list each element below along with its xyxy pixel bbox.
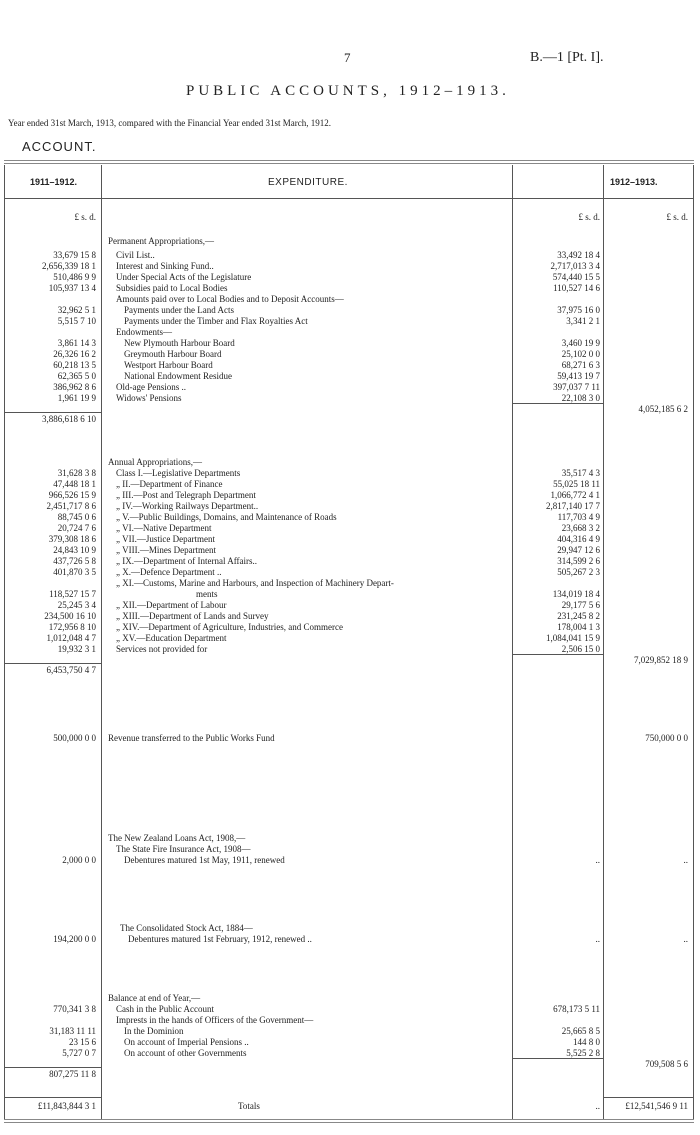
cur-subtotal-rule	[512, 403, 603, 404]
cur-year-total: 750,000 0 0	[645, 733, 688, 743]
table-top-rule	[4, 160, 694, 161]
prev-year-amount: 118,527 15 7	[49, 589, 96, 599]
table-row	[0, 589, 700, 600]
table-row	[0, 1026, 700, 1037]
row-label: „ XII.—Department of Labour	[116, 600, 227, 610]
row-label: The Consolidated Stock Act, 1884—	[120, 923, 253, 933]
row-label: On account of other Governments	[124, 1048, 247, 1058]
cur-year-amount: ..	[595, 934, 600, 944]
row-label: Cash in the Public Account	[116, 1004, 214, 1014]
table-row	[0, 600, 700, 611]
table-row	[0, 294, 700, 305]
prev-year-amount: 33,679 15 8	[53, 250, 96, 260]
header-bottom-rule	[4, 198, 694, 199]
prev-year-amount: 88,745 0 6	[57, 512, 96, 522]
prev-year-amount: 20,724 7 6	[57, 523, 96, 533]
prev-year-amount: 25,245 3 4	[57, 600, 96, 610]
row-label: Under Special Acts of the Legislature	[116, 272, 252, 282]
cur-year-amount: 397,037 7 11	[553, 382, 600, 392]
table-row	[0, 545, 700, 556]
cur-year-amount: 134,019 18 4	[552, 589, 600, 599]
cur-year-amount: 117,703 4 9	[557, 512, 600, 522]
row-label: „ V.—Public Buildings, Domains, and Maintenance of Roads	[116, 512, 337, 522]
prev-year-amount: 31,628 3 8	[57, 468, 96, 478]
prev-year-amount: 3,861 14 3	[57, 338, 96, 348]
row-label: Interest and Sinking Fund..	[116, 261, 214, 271]
prev-year-amount: 2,451,717 8 6	[46, 501, 96, 511]
cur-year-amount: 678,173 5 11	[553, 1004, 600, 1014]
cur-year-amount: 35,517 4 3	[561, 468, 600, 478]
total-lsd-heading: £ s. d.	[666, 212, 688, 222]
cur-year-amount: 55,025 18 11	[553, 479, 600, 489]
table-row	[0, 622, 700, 633]
cur-year-amount: 1,066,772 4 1	[550, 490, 600, 500]
row-label: Greymouth Harbour Board	[124, 349, 222, 359]
table-row	[0, 316, 700, 327]
page-number: 7	[344, 50, 351, 65]
row-label: Annual Appropriations,—	[108, 457, 202, 467]
table-row	[0, 844, 700, 855]
cur-year-amount: 5,525 2 8	[566, 1048, 600, 1058]
row-label: Amounts paid over to Local Bodies and to Deposit Accounts—	[116, 294, 344, 304]
cur-year-amount: 2,506 15 0	[561, 644, 600, 654]
row-label: National Endowment Residue	[124, 371, 232, 381]
prev-year-amount: 401,870 3 5	[53, 567, 96, 577]
row-label: Permanent Appropriations,—	[108, 236, 214, 246]
table-top-rule-2	[4, 163, 694, 164]
row-label: „ XIV.—Department of Agriculture, Industries, and Commerce	[116, 622, 344, 632]
cur-year-amount: ..	[595, 1101, 600, 1111]
cur-year-amount: 178,004 1 3	[557, 622, 600, 632]
table-row	[0, 534, 700, 545]
subtotal-rule	[4, 1067, 101, 1068]
prev-year-amount: 510,486 9 9	[53, 272, 96, 282]
table-row	[0, 261, 700, 272]
prev-year-amount: 807,275 11 8	[49, 1069, 96, 1079]
prev-year-amount: 172,956 8 10	[48, 622, 96, 632]
row-label: Services not provided for	[116, 644, 208, 654]
cur-year-amount: 144 8 0	[573, 1037, 600, 1047]
table-row	[0, 236, 700, 247]
totals-rule-cur	[603, 1097, 693, 1098]
cur-lsd-heading: £ s. d.	[578, 212, 600, 222]
cur-subtotal-rule	[512, 1058, 603, 1059]
prev-year-amount: 105,937 13 4	[48, 283, 96, 293]
prev-year-amount: 6,453,750 4 7	[46, 665, 96, 675]
table-row	[0, 468, 700, 479]
row-label: „ VII.—Justice Department	[116, 534, 216, 544]
cur-year-amount: 29,177 5 6	[561, 600, 600, 610]
page-title: PUBLIC ACCOUNTS, 1912–1913.	[186, 83, 510, 99]
cur-year-amount: 23,668 3 2	[561, 523, 600, 533]
row-label: Balance at end of Year,—	[108, 993, 201, 1003]
cur-year-total: £12,541,546 9 11	[625, 1101, 688, 1111]
table-row	[0, 934, 700, 945]
table-row	[0, 349, 700, 360]
cur-year-amount: 33,492 18 4	[557, 250, 600, 260]
row-label: The New Zealand Loans Act, 1908,—	[108, 833, 246, 843]
row-label: „ X.—Defence Department ..	[116, 567, 222, 577]
cur-year-total: 4,052,185 6 2	[638, 404, 688, 414]
row-label: Westport Harbour Board	[124, 360, 213, 370]
table-row	[0, 567, 700, 578]
prev-year-amount: 62,365 5 0	[57, 371, 96, 381]
cur-year-amount: 574,440 15 5	[552, 272, 600, 282]
cur-year-amount: 37,975 16 0	[557, 305, 600, 315]
cur-year-amount: 3,460 19 9	[561, 338, 600, 348]
table-row	[0, 1004, 700, 1015]
cur-year-total: ..	[683, 934, 688, 944]
prev-year-amount: 437,726 5 8	[53, 556, 96, 566]
cur-year-amount: 3,341 2 1	[566, 316, 600, 326]
table-row	[0, 665, 700, 676]
prev-year-amount: 770,341 3 8	[53, 1004, 96, 1014]
cur-year-total: 7,029,852 18 9	[634, 655, 688, 665]
prev-year-amount: 1,961 19 9	[57, 393, 96, 403]
row-label: Debentures matured 1st February, 1912, renewed ..	[128, 934, 312, 944]
cur-year-total: ..	[683, 855, 688, 865]
table-row	[0, 490, 700, 501]
cur-year-amount: 22,108 3 0	[561, 393, 600, 403]
prev-year-amount: 2,656,339 18 1	[42, 261, 96, 271]
table-row	[0, 993, 700, 1004]
table-row	[0, 855, 700, 866]
row-label: Imprests in the hands of Officers of the Government—	[116, 1015, 314, 1025]
table-row	[0, 1037, 700, 1048]
row-label: On account of Imperial Pensions ..	[124, 1037, 249, 1047]
table-row	[0, 305, 700, 316]
table-row	[0, 283, 700, 294]
table-row	[0, 327, 700, 338]
row-label: Civil List..	[116, 250, 155, 260]
row-label: Totals	[238, 1101, 260, 1111]
row-label: The State Fire Insurance Act, 1908—	[116, 844, 251, 854]
cur-year-total: 709,508 5 6	[645, 1059, 688, 1069]
prev-year-amount: 5,515 7 10	[57, 316, 96, 326]
prev-year-amount: 47,448 18 1	[53, 479, 96, 489]
subtotal-rule	[4, 663, 101, 664]
prev-year-amount: 1,012,048 4 7	[46, 633, 96, 643]
subtotal-rule	[4, 412, 101, 413]
prev-year-amount: 31,183 11 11	[49, 1026, 96, 1036]
table-row	[0, 414, 700, 425]
expenditure-heading: EXPENDITURE.	[268, 177, 348, 188]
table-row	[0, 250, 700, 261]
table-row	[0, 382, 700, 393]
table-row	[0, 360, 700, 371]
cur-year-amount: 25,665 8 5	[561, 1026, 600, 1036]
prev-year-amount: £11,843,844 3 1	[37, 1101, 96, 1111]
prev-year-amount: 19,932 3 1	[57, 644, 96, 654]
row-label: „ XIII.—Department of Lands and Survey	[116, 611, 269, 621]
cur-year-amount: 29,947 12 6	[557, 545, 600, 555]
table-row	[0, 1015, 700, 1026]
row-label: „ II.—Department of Finance	[116, 479, 223, 489]
cur-subtotal-rule	[512, 654, 603, 655]
row-label: Payments under the Timber and Flax Royalties Act	[124, 316, 308, 326]
page-subtitle: Year ended 31st March, 1913, compared with the Financial Year ended 31st March, 1912.	[8, 118, 332, 128]
prev-year-heading: 1911–1912.	[30, 177, 78, 187]
cur-year-amount: 1,084,041 15 9	[546, 633, 600, 643]
table-row	[0, 633, 700, 644]
prev-year-amount: 32,962 5 1	[57, 305, 96, 315]
row-label: Subsidies paid to Local Bodies	[116, 283, 228, 293]
table-row	[0, 556, 700, 567]
table-row	[0, 479, 700, 490]
row-label: Debentures matured 1st May, 1911, renewed	[124, 855, 285, 865]
row-label: Old-age Pensions ..	[116, 382, 186, 392]
row-label: Payments under the Land Acts	[124, 305, 234, 315]
row-label: „ III.—Post and Telegraph Department	[116, 490, 256, 500]
table-bottom-rule	[4, 1119, 694, 1120]
cur-year-amount: ..	[595, 855, 600, 865]
prev-year-amount: 2,000 0 0	[62, 855, 96, 865]
table-row	[0, 578, 700, 589]
prev-lsd-heading: £ s. d.	[74, 212, 96, 222]
prev-year-amount: 500,000 0 0	[53, 733, 96, 743]
table-row	[0, 457, 700, 468]
table-row	[0, 272, 700, 283]
prev-year-amount: 24,843 10 9	[53, 545, 96, 555]
table-row	[0, 833, 700, 844]
row-label: „ IV.—Working Railways Department..	[116, 501, 259, 511]
row-label: „ IX.—Department of Internal Affairs..	[116, 556, 258, 566]
table-row	[0, 1069, 700, 1080]
prev-year-amount: 23 15 6	[69, 1037, 96, 1047]
table-row	[0, 371, 700, 382]
prev-year-amount: 3,886,618 6 10	[42, 414, 96, 424]
table-row	[0, 611, 700, 622]
prev-year-amount: 386,962 8 6	[53, 382, 96, 392]
cur-year-amount: 505,267 2 3	[557, 567, 600, 577]
cur-year-amount: 404,316 4 9	[557, 534, 600, 544]
totals-rule-prev	[4, 1097, 101, 1098]
cur-year-amount: 231,245 8 2	[557, 611, 600, 621]
section-heading: ACCOUNT.	[22, 139, 97, 154]
table-row	[0, 338, 700, 349]
table-row	[0, 523, 700, 534]
row-label: Endowments—	[116, 327, 172, 337]
table-row	[0, 512, 700, 523]
document-reference: B.—1 [Pt. I].	[530, 50, 604, 65]
row-label: „ VI.—Native Department	[116, 523, 212, 533]
prev-year-amount: 5,727 0 7	[62, 1048, 96, 1058]
row-label: „ VIII.—Mines Department	[116, 545, 217, 555]
row-label: ments	[196, 589, 218, 599]
cur-year-amount: 2,717,013 3 4	[550, 261, 600, 271]
row-label: Class I.—Legislative Departments	[116, 468, 241, 478]
cur-year-amount: 314,599 2 6	[557, 556, 600, 566]
row-label: New Plymouth Harbour Board	[124, 338, 235, 348]
prev-year-amount: 234,500 16 10	[44, 611, 96, 621]
row-label: „ XI.—Customs, Marine and Harbours, and Inspection of Machinery Depart-	[116, 578, 394, 588]
table-row	[0, 1101, 700, 1112]
table-bottom-rule-2	[4, 1122, 694, 1123]
cur-year-amount: 59,413 19 7	[557, 371, 600, 381]
cur-year-amount: 110,527 14 6	[553, 283, 600, 293]
cur-year-amount: 2,817,140 17 7	[546, 501, 600, 511]
row-label: Revenue transferred to the Public Works Fund	[108, 733, 275, 743]
prev-year-amount: 379,308 18 6	[48, 534, 96, 544]
row-label: Widows' Pensions	[116, 393, 182, 403]
prev-year-amount: 966,526 15 9	[48, 490, 96, 500]
table-row	[0, 733, 700, 744]
cur-year-amount: 68,271 6 3	[561, 360, 600, 370]
row-label: In the Dominion	[124, 1026, 184, 1036]
table-row	[0, 923, 700, 934]
prev-year-amount: 194,200 0 0	[53, 934, 96, 944]
prev-year-amount: 60,218 13 5	[53, 360, 96, 370]
cur-year-amount: 25,102 0 0	[561, 349, 600, 359]
cur-year-heading: 1912–1913.	[610, 177, 658, 187]
row-label: „ XV.—Education Department	[116, 633, 227, 643]
prev-year-amount: 26,326 16 2	[53, 349, 96, 359]
table-row	[0, 501, 700, 512]
